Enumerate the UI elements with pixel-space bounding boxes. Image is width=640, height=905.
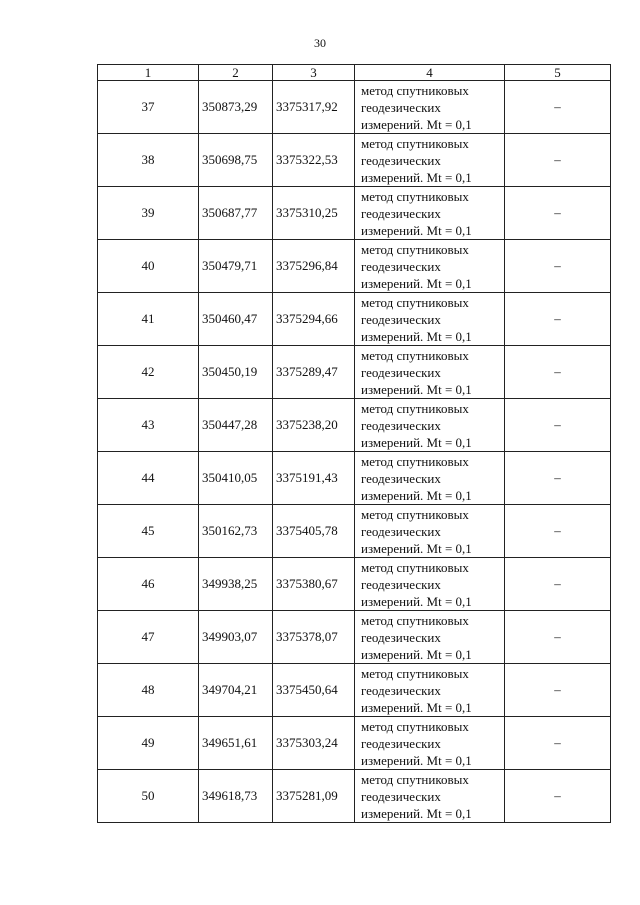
coordinate-x: 350479,71	[199, 240, 273, 293]
coordinate-x: 350687,77	[199, 187, 273, 240]
method-line: геодезических	[361, 311, 441, 327]
point-number: 40	[98, 240, 199, 293]
method-description	[355, 664, 505, 717]
method-description	[355, 770, 505, 823]
method-description	[355, 505, 505, 558]
coordinate-x: 350698,75	[199, 134, 273, 187]
method-line: измерений. Mt = 0,1	[361, 805, 472, 821]
method-line: метод спутниковых	[361, 771, 469, 787]
method-line: метод спутниковых	[361, 453, 469, 469]
point-number: 43	[98, 399, 199, 452]
coordinate-x: 349651,61	[199, 717, 273, 770]
method-description	[355, 717, 505, 770]
method-line: геодезических	[361, 735, 441, 751]
coordinate-y: 3375281,09	[273, 770, 355, 823]
method-line: измерений. Mt = 0,1	[361, 593, 472, 609]
method-line: метод спутниковых	[361, 718, 469, 734]
note-value: –	[505, 558, 611, 611]
coordinate-y: 3375310,25	[273, 187, 355, 240]
method-line: измерений. Mt = 0,1	[361, 699, 472, 715]
coordinate-y: 3375294,66	[273, 293, 355, 346]
note-value: –	[505, 81, 611, 134]
method-line: геодезических	[361, 258, 441, 274]
coordinate-y: 3375378,07	[273, 611, 355, 664]
point-number: 46	[98, 558, 199, 611]
method-line: геодезических	[361, 788, 441, 804]
table-row	[98, 134, 611, 187]
method-description	[355, 293, 505, 346]
coordinate-y: 3375450,64	[273, 664, 355, 717]
method-line: метод спутниковых	[361, 612, 469, 628]
method-line: геодезических	[361, 364, 441, 380]
point-number: 37	[98, 81, 199, 134]
table-row	[98, 505, 611, 558]
column-header-5: 5	[505, 65, 611, 81]
point-number: 48	[98, 664, 199, 717]
method-line: измерений. Mt = 0,1	[361, 646, 472, 662]
coordinate-y: 3375289,47	[273, 346, 355, 399]
coordinate-y: 3375296,84	[273, 240, 355, 293]
column-header-2: 2	[199, 65, 273, 81]
note-value: –	[505, 664, 611, 717]
note-value: –	[505, 293, 611, 346]
note-value: –	[505, 240, 611, 293]
table-row	[98, 293, 611, 346]
method-line: геодезических	[361, 576, 441, 592]
method-line: измерений. Mt = 0,1	[361, 381, 472, 397]
method-line: метод спутниковых	[361, 82, 469, 98]
method-line: измерений. Mt = 0,1	[361, 434, 472, 450]
point-number: 44	[98, 452, 199, 505]
method-description	[355, 558, 505, 611]
method-description	[355, 187, 505, 240]
coordinate-y: 3375317,92	[273, 81, 355, 134]
method-line: геодезических	[361, 470, 441, 486]
coordinate-x: 350162,73	[199, 505, 273, 558]
method-description	[355, 81, 505, 134]
method-line: измерений. Mt = 0,1	[361, 116, 472, 132]
note-value: –	[505, 505, 611, 558]
method-line: геодезических	[361, 682, 441, 698]
note-value: –	[505, 452, 611, 505]
coordinate-y: 3375303,24	[273, 717, 355, 770]
method-description	[355, 134, 505, 187]
point-number: 41	[98, 293, 199, 346]
method-line: измерений. Mt = 0,1	[361, 328, 472, 344]
method-description	[355, 399, 505, 452]
point-number: 49	[98, 717, 199, 770]
method-line: метод спутниковых	[361, 294, 469, 310]
point-number: 50	[98, 770, 199, 823]
coordinate-x: 349938,25	[199, 558, 273, 611]
method-line: метод спутниковых	[361, 347, 469, 363]
method-line: метод спутниковых	[361, 241, 469, 257]
coordinate-x: 350873,29	[199, 81, 273, 134]
page-number: 30	[314, 36, 326, 50]
point-number: 38	[98, 134, 199, 187]
point-number: 47	[98, 611, 199, 664]
note-value: –	[505, 611, 611, 664]
coordinate-y: 3375405,78	[273, 505, 355, 558]
method-line: метод спутниковых	[361, 506, 469, 522]
method-line: измерений. Mt = 0,1	[361, 275, 472, 291]
method-line: измерений. Mt = 0,1	[361, 540, 472, 556]
method-description	[355, 240, 505, 293]
coordinate-x: 350447,28	[199, 399, 273, 452]
method-line: геодезических	[361, 629, 441, 645]
coordinate-x: 349618,73	[199, 770, 273, 823]
table-row	[98, 240, 611, 293]
method-line: метод спутниковых	[361, 665, 469, 681]
coordinate-y: 3375322,53	[273, 134, 355, 187]
note-value: –	[505, 770, 611, 823]
coordinate-x: 349704,21	[199, 664, 273, 717]
coordinate-y: 3375380,67	[273, 558, 355, 611]
method-line: геодезических	[361, 417, 441, 433]
method-description	[355, 346, 505, 399]
table-row	[98, 558, 611, 611]
method-line: геодезических	[361, 152, 441, 168]
note-value: –	[505, 399, 611, 452]
coordinate-y: 3375238,20	[273, 399, 355, 452]
method-line: геодезических	[361, 523, 441, 539]
table-row	[98, 187, 611, 240]
method-line: метод спутниковых	[361, 400, 469, 416]
method-line: метод спутниковых	[361, 135, 469, 151]
column-header-3: 3	[273, 65, 355, 81]
table-row	[98, 611, 611, 664]
point-number: 45	[98, 505, 199, 558]
method-description	[355, 611, 505, 664]
method-line: метод спутниковых	[361, 188, 469, 204]
method-line: геодезических	[361, 205, 441, 221]
table-row	[98, 452, 611, 505]
method-description	[355, 452, 505, 505]
point-number: 39	[98, 187, 199, 240]
coordinate-x: 350450,19	[199, 346, 273, 399]
table-row	[98, 664, 611, 717]
column-header-1: 1	[98, 65, 199, 81]
coordinate-x: 350460,47	[199, 293, 273, 346]
coordinate-x: 349903,07	[199, 611, 273, 664]
method-line: измерений. Mt = 0,1	[361, 222, 472, 238]
method-line: метод спутниковых	[361, 559, 469, 575]
note-value: –	[505, 346, 611, 399]
method-line: измерений. Mt = 0,1	[361, 169, 472, 185]
method-line: геодезических	[361, 99, 441, 115]
note-value: –	[505, 187, 611, 240]
point-number: 42	[98, 346, 199, 399]
method-line: измерений. Mt = 0,1	[361, 487, 472, 503]
note-value: –	[505, 134, 611, 187]
table-row	[98, 399, 611, 452]
table-row	[98, 717, 611, 770]
column-header-4: 4	[355, 65, 505, 81]
table-header-row	[98, 65, 611, 81]
table-row	[98, 346, 611, 399]
table-row	[98, 81, 611, 134]
table-row	[98, 770, 611, 823]
coordinate-y: 3375191,43	[273, 452, 355, 505]
coordinate-x: 350410,05	[199, 452, 273, 505]
note-value: –	[505, 717, 611, 770]
method-line: измерений. Mt = 0,1	[361, 752, 472, 768]
coordinates-table	[97, 64, 611, 823]
